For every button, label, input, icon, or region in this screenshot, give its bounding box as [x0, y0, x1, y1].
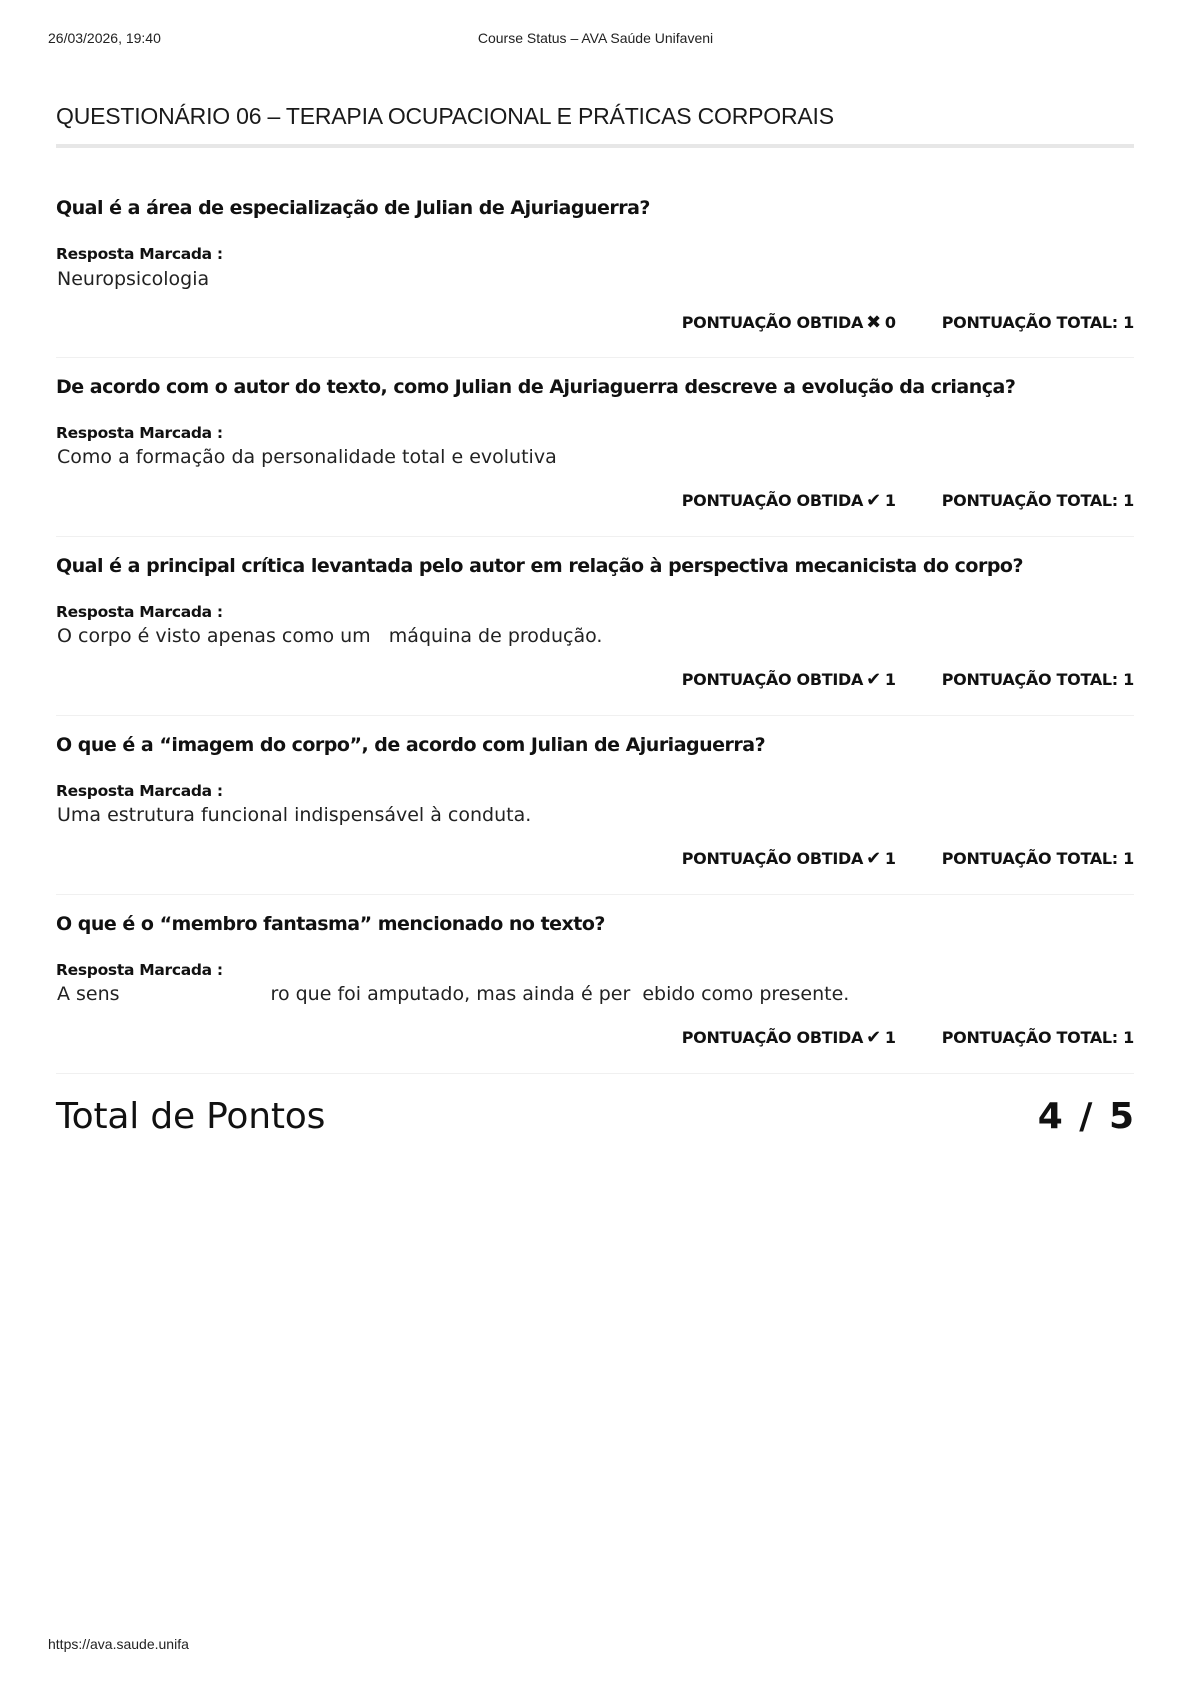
print-footer-url: https://ava.saude.unifa: [48, 1636, 189, 1652]
check-icon: ✔: [866, 668, 881, 690]
score-obtained: [682, 313, 896, 332]
question-text: O que é a “imagem do corpo”, de acordo com Julian de Ajuriaguerra?: [56, 734, 766, 756]
score-obtained-value: 1: [884, 491, 896, 510]
score-obtained: [682, 491, 896, 510]
check-icon: ✔: [866, 847, 881, 869]
total-points-value: 4 / 5: [1037, 1096, 1134, 1137]
total-points-row: [56, 1096, 1134, 1146]
answer-label: Resposta Marcada :: [56, 245, 223, 263]
question-text: Qual é a área de especialização de Julian de Ajuriaguerra?: [56, 197, 650, 219]
score-line: [682, 849, 1134, 868]
score-obtained-label: PONTUAÇÃO OBTIDA: [681, 1028, 864, 1047]
answer-value: Neuropsicologia: [57, 268, 210, 290]
question-item: [56, 148, 1134, 358]
score-total: PONTUAÇÃO TOTAL: 1: [941, 313, 1134, 332]
question-item: [56, 537, 1134, 716]
answer-value: Uma estrutura funcional indispensável à conduta.: [57, 804, 532, 826]
quiz-results: [56, 95, 1134, 1074]
score-obtained-value: 1: [884, 849, 896, 868]
score-obtained: [682, 1028, 896, 1047]
answer-value: A sens ro que foi amputado, mas ainda é per ebido como presente.: [57, 983, 850, 1005]
score-line: [682, 313, 1134, 332]
print-date: 26/03/2026, 19:40: [48, 30, 161, 46]
question-item: [56, 716, 1134, 895]
cross-icon: ✖: [866, 311, 881, 333]
score-total: PONTUAÇÃO TOTAL: 1: [941, 1028, 1134, 1047]
question-item: [56, 895, 1134, 1074]
score-obtained-label: PONTUAÇÃO OBTIDA: [681, 313, 864, 332]
answer-label: Resposta Marcada :: [56, 961, 223, 979]
answer-label: Resposta Marcada :: [56, 782, 223, 800]
answer-label: Resposta Marcada :: [56, 424, 223, 442]
score-obtained-label: PONTUAÇÃO OBTIDA: [681, 849, 864, 868]
print-page-title: Course Status – AVA Saúde Unifaveni: [477, 30, 714, 46]
score-total: PONTUAÇÃO TOTAL: 1: [941, 849, 1134, 868]
score-obtained-label: PONTUAÇÃO OBTIDA: [681, 670, 864, 689]
score-obtained: [682, 849, 896, 868]
score-obtained-value: 0: [884, 313, 896, 332]
question-text: Qual é a principal crítica levantada pelo autor em relação à perspectiva mecanicista do corpo?: [56, 555, 1023, 577]
score-obtained-value: 1: [884, 1028, 896, 1047]
quiz-title: QUESTIONÁRIO 06 – TERAPIA OCUPACIONAL E PRÁTICAS CORPORAIS: [56, 95, 1134, 148]
question-text: O que é o “membro fantasma” mencionado no texto?: [56, 913, 605, 935]
score-obtained-value: 1: [884, 670, 896, 689]
score-obtained: [682, 670, 896, 689]
answer-value: O corpo é visto apenas como um máquina de produção.: [57, 625, 603, 647]
question-text: De acordo com o autor do texto, como Julian de Ajuriaguerra descreve a evolução da criança?: [56, 376, 1016, 398]
score-line: [682, 1028, 1134, 1047]
answer-label: Resposta Marcada :: [56, 603, 223, 621]
check-icon: ✔: [866, 1026, 881, 1048]
score-total: PONTUAÇÃO TOTAL: 1: [941, 670, 1134, 689]
score-total: PONTUAÇÃO TOTAL: 1: [941, 491, 1134, 510]
score-line: [682, 670, 1134, 689]
answer-value: Como a formação da personalidade total e evolutiva: [57, 446, 557, 468]
print-header: [48, 30, 1143, 50]
score-line: [682, 491, 1134, 510]
question-item: [56, 358, 1134, 537]
score-obtained-label: PONTUAÇÃO OBTIDA: [681, 491, 864, 510]
total-points-label: Total de Pontos: [56, 1096, 326, 1137]
check-icon: ✔: [866, 489, 881, 511]
